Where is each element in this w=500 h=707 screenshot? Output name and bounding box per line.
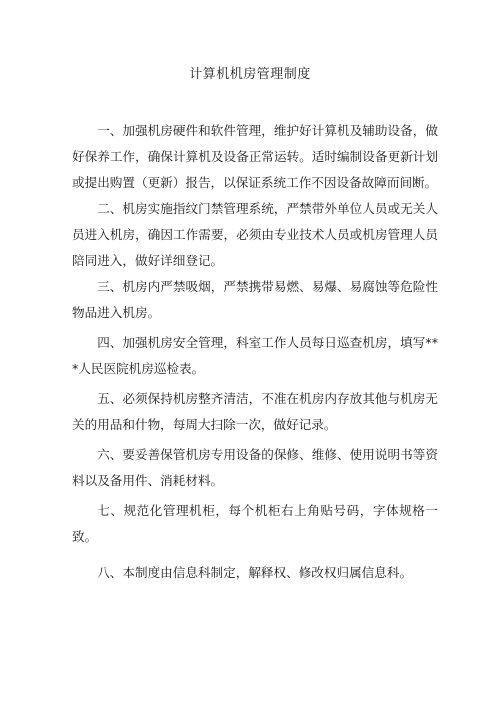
rule-paragraph-8: 八、本制度由信息科制定，解释权、修改权归属信息科。 xyxy=(97,565,413,580)
rule-paragraph-6: 六、要妥善保管机房专用设备的保修、维修、使用说明书等资料以及备用件、消耗材料。 xyxy=(72,447,438,488)
rule-paragraph-5: 五、必须保持机房整齐清洁，不准在机房内存放其他与机房无关的用品和什物，每周大扫除一次，做好记录。 xyxy=(72,391,438,432)
rule-paragraph-2: 二、机房实施指纹门禁管理系统，严禁带外单位人员或无关人员进入机房，确因工作需要，必须由专业技术人员或机房管理人员陪同进入，做好详细登记。 xyxy=(72,201,438,268)
rule-paragraph-3: 三、机房内严禁吸烟，严禁携带易燃、易爆、易腐蚀等危险性物品进入机房。 xyxy=(72,279,438,320)
document-title: 计算机机房管理制度 xyxy=(189,67,311,82)
document-body xyxy=(72,118,438,586)
rule-paragraph-7: 七、规范化管理机柜，每个机柜右上角贴号码，字体规格一致。 xyxy=(72,503,438,544)
rule-paragraph-4: 四、加强机房安全管理，科室工作人员每日巡查机房，填写***人民医院机房巡检表。 xyxy=(72,335,438,376)
rule-paragraph-1: 一、加强机房硬件和软件管理，维护好计算机及辅助设备，做好保养工作，确保计算机及设备正常运转。适时编制设备更新计划或提出购置（更新）报告，以保证系统工作不因设备故障而间断。 xyxy=(72,123,438,190)
